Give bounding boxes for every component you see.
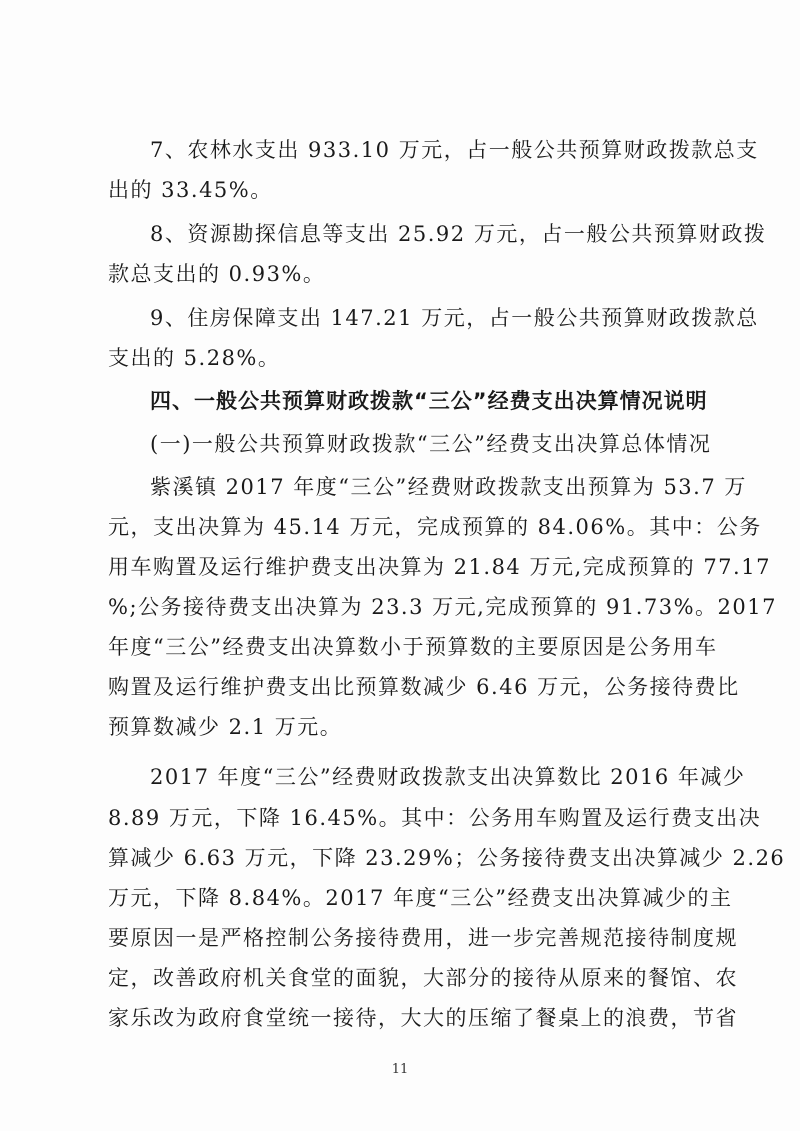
text-line: 8.89 万元，下降 16.45%。其中：公务用车购置及运行费支出决 [108, 806, 762, 830]
text-line: 家乐改为政府食堂统一接待，大大的压缩了餐桌上的浪费，节省 [108, 1006, 738, 1030]
text-line: 用车购置及运行维护费支出决算为 21.84 万元,完成预算的 77.17 [108, 555, 771, 579]
text-line: 万元，下降 8.84%。2017 年度“三公”经费支出决算减少的主 [108, 886, 733, 910]
page-number: 11 [391, 1062, 409, 1077]
text-line: 元，支出决算为 45.14 万元，完成预算的 84.06%。其中：公务 [108, 515, 762, 539]
text-line: 款总支出的 0.93%。 [108, 262, 326, 286]
subsection-heading: (一)一般公共预算财政拨款“三公”经费支出决算总体情况 [150, 432, 712, 456]
text-line: 9、住房保障支出 147.21 万元，占一般公共预算财政拨款总 [150, 306, 759, 330]
text-line: 购置及运行维护费支出比预算数减少 6.46 万元，公务接待费比 [108, 675, 740, 699]
text-line: 年度“三公”经费支出决算数小于预算数的主要原因是公务用车 [108, 635, 718, 659]
text-line: 2017 年度“三公”经费财政拨款支出决算数比 2016 年减少 [150, 765, 746, 789]
text-line: %;公务接待费支出决算为 23.3 万元,完成预算的 91.73%。2017 [108, 595, 778, 619]
text-line: 7、农林水支出 933.10 万元，占一般公共预算财政拨款总支 [150, 138, 759, 162]
text-line: 定，改善政府机关食堂的面貌，大部分的接待从原来的餐馆、农 [108, 966, 738, 990]
section-heading: 四、一般公共预算财政拨款“三公”经费支出决算情况说明 [150, 389, 708, 413]
text-line: 要原因一是严格控制公务接待费用，进一步完善规范接待制度规 [108, 926, 738, 950]
text-line: 8、资源勘探信息等支出 25.92 万元，占一般公共预算财政拨 [150, 222, 767, 246]
text-line: 预算数减少 2.1 万元。 [108, 715, 343, 739]
text-line: 紫溪镇 2017 年度“三公”经费财政拨款支出预算为 53.7 万 [150, 475, 747, 499]
text-line: 算减少 6.63 万元，下降 23.29%；公务接待费支出决算减少 2.26 [108, 846, 786, 870]
text-line: 支出的 5.28%。 [108, 346, 281, 370]
text-line: 出的 33.45%。 [108, 178, 273, 202]
